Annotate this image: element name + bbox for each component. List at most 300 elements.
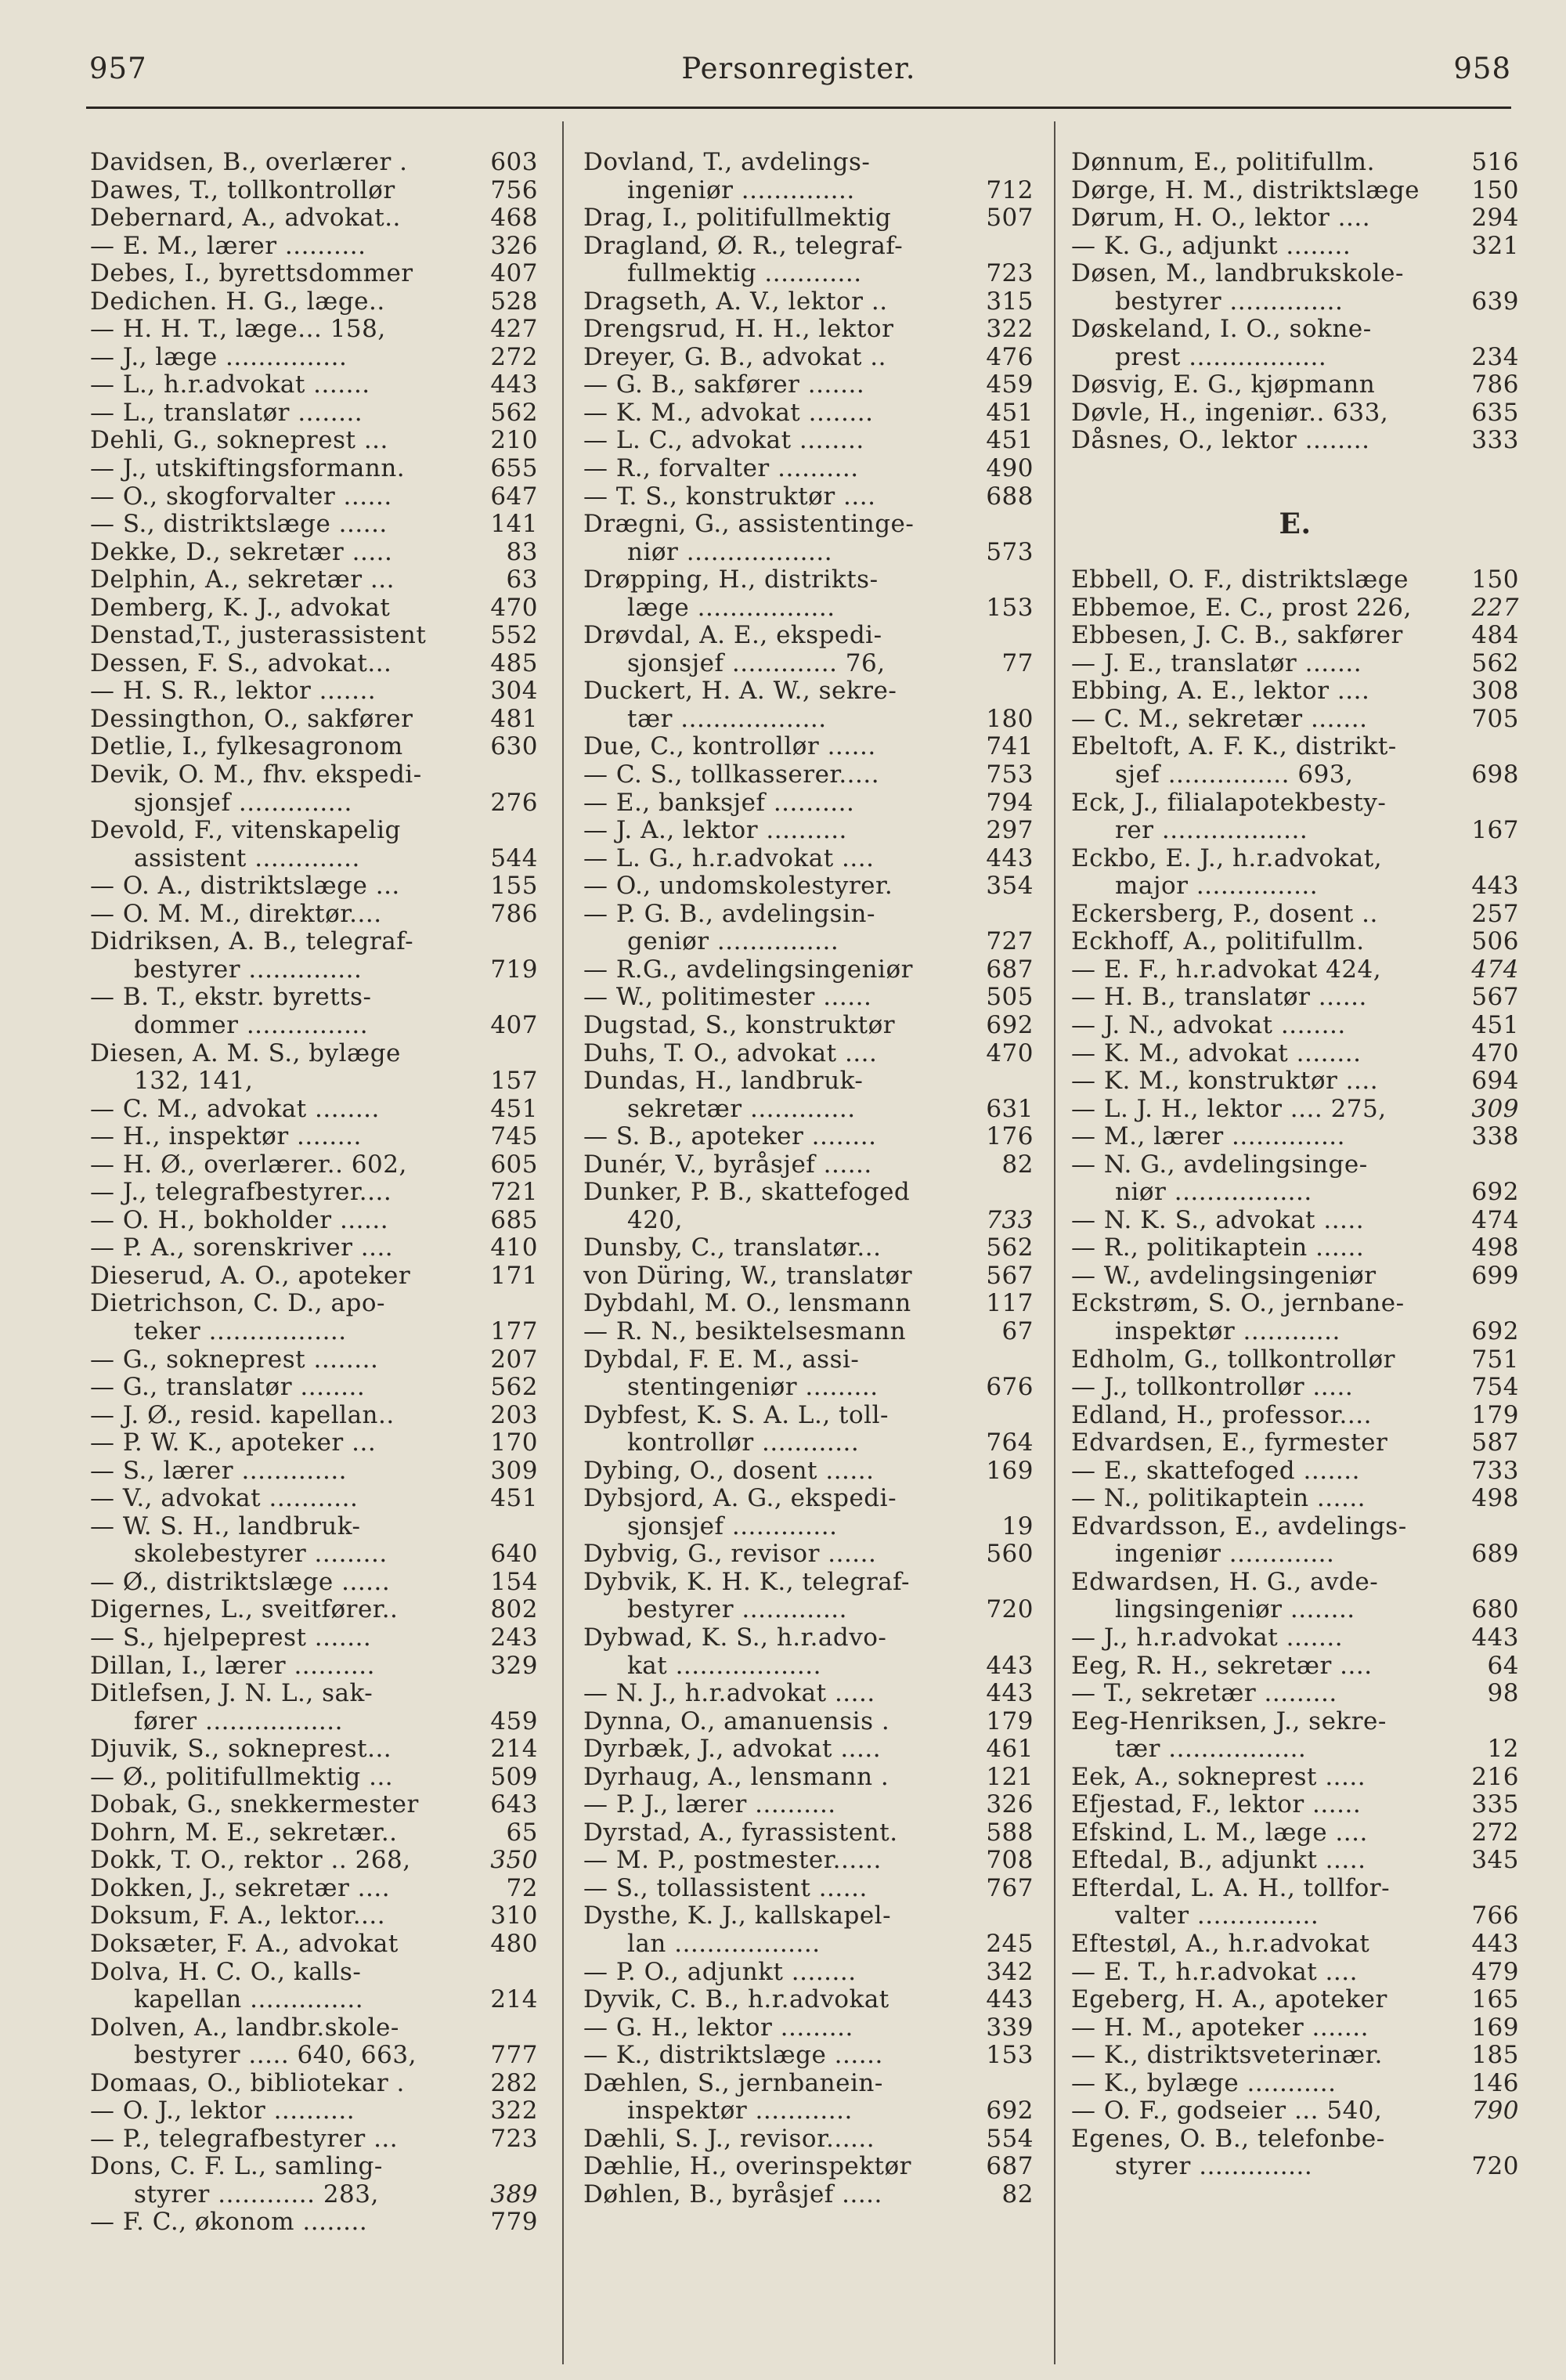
entry-page-number: 333 bbox=[1471, 426, 1519, 455]
index-entry bbox=[583, 1346, 1034, 1374]
entry-page-number: 692 bbox=[986, 1010, 1034, 1039]
index-entry bbox=[1071, 316, 1519, 344]
entry-text: sekretær ............. bbox=[627, 1095, 856, 1123]
index-entry bbox=[583, 1875, 1034, 1903]
entry-page-number: 67 bbox=[1001, 1316, 1034, 1345]
entry-text: — M. P., postmester...... bbox=[583, 1847, 882, 1875]
entry-text: niør ................. bbox=[1115, 1179, 1312, 1207]
entry-text: Dyrhaug, A., lensmann . bbox=[583, 1763, 889, 1791]
entry-text: lan .................. bbox=[627, 1930, 821, 1958]
index-entry bbox=[90, 1513, 538, 1541]
index-entry bbox=[1071, 1596, 1519, 1624]
entry-page-number: 443 bbox=[490, 370, 538, 399]
entry-page-number: 692 bbox=[1471, 1316, 1519, 1345]
entry-page-number: 802 bbox=[490, 1595, 538, 1624]
entry-page-number: 82 bbox=[1001, 1150, 1034, 1179]
index-entry bbox=[90, 1540, 538, 1569]
entry-page-number: 753 bbox=[986, 760, 1034, 789]
page-header bbox=[86, 52, 1511, 96]
entry-text: Duckert, H. A. W., sekre- bbox=[583, 677, 897, 706]
entry-text: Denstad,T., justerassistent bbox=[90, 622, 427, 650]
entry-page-number: 410 bbox=[490, 1233, 538, 1262]
index-entry bbox=[1071, 2070, 1519, 2098]
entry-text: Domaas, O., bibliotekar . bbox=[90, 2069, 405, 2097]
index-entry bbox=[90, 427, 538, 455]
index-entry bbox=[90, 1346, 538, 1374]
entry-page-number: 723 bbox=[986, 259, 1034, 288]
index-entry bbox=[90, 901, 538, 929]
entry-page-number: 165 bbox=[1471, 1985, 1519, 2014]
index-entry bbox=[1071, 1540, 1519, 1569]
entry-page-number: 72 bbox=[506, 1873, 538, 1902]
index-entry bbox=[90, 984, 538, 1012]
entry-text: Dragland, Ø. R., telegraf- bbox=[583, 232, 904, 260]
entry-page-number: 461 bbox=[986, 1735, 1034, 1764]
entry-text: Egeberg, H. A., apoteker bbox=[1071, 1986, 1387, 2014]
index-entry bbox=[1071, 371, 1519, 399]
entry-page-number: 756 bbox=[490, 175, 538, 204]
index-entry bbox=[583, 1151, 1034, 1179]
entry-page-number: 720 bbox=[1471, 2152, 1519, 2181]
index-entry bbox=[583, 511, 1034, 539]
index-entry bbox=[1071, 1457, 1519, 1486]
index-entry bbox=[1071, 984, 1519, 1012]
index-entry bbox=[90, 1569, 538, 1597]
index-entry bbox=[583, 566, 1034, 594]
index-entry bbox=[90, 845, 538, 873]
entry-text: Dovland, T., avdelings- bbox=[583, 149, 871, 176]
entry-text: 420, bbox=[627, 1206, 684, 1234]
entry-page-number: 505 bbox=[986, 983, 1034, 1012]
index-entry bbox=[1071, 677, 1519, 706]
entry-page-number: 506 bbox=[1471, 927, 1519, 956]
index-entry bbox=[583, 1735, 1034, 1764]
entry-page-number: 153 bbox=[986, 593, 1034, 622]
entry-text: Efjestad, F., lektor ...... bbox=[1071, 1791, 1362, 1819]
index-entry bbox=[583, 1902, 1034, 1930]
entry-page-number: 699 bbox=[1471, 1261, 1519, 1290]
entry-page-number: 498 bbox=[1471, 1233, 1519, 1262]
entry-page-number: 179 bbox=[986, 1706, 1034, 1735]
entry-text: Didriksen, A. B., telegraf- bbox=[90, 928, 414, 956]
entry-text: kontrollør ............ bbox=[627, 1429, 860, 1457]
entry-text: Dybfest, K. S. A. L., toll- bbox=[583, 1401, 889, 1429]
entry-text: — H. Ø., overlærer.. 602, bbox=[90, 1150, 407, 1179]
entry-text: Døhlen, B., byråsjef ..... bbox=[583, 2180, 882, 2208]
index-entry bbox=[583, 1067, 1034, 1096]
entry-page-number: 562 bbox=[490, 1373, 538, 1402]
index-entry bbox=[583, 1485, 1034, 1513]
entry-text: ingeniør .............. bbox=[627, 176, 855, 204]
entry-page-number: 345 bbox=[1471, 1846, 1519, 1875]
entry-text: Døvle, H., ingeniør.. 633, bbox=[1071, 399, 1389, 427]
index-entry bbox=[90, 1123, 538, 1151]
entry-page-number: 207 bbox=[490, 1345, 538, 1374]
entry-page-number: 245 bbox=[986, 1930, 1034, 1958]
entry-page-number: 733 bbox=[1471, 1456, 1519, 1485]
entry-text: Døsvig, E. G., kjøpmann bbox=[1071, 371, 1376, 399]
index-entry bbox=[1071, 1624, 1519, 1652]
entry-text: Debes, I., byrettsdommer bbox=[90, 260, 413, 288]
entry-page-number: 692 bbox=[986, 2096, 1034, 2125]
entry-page-number: 171 bbox=[490, 1261, 538, 1290]
entry-text: — Ø., politifullmektig ... bbox=[90, 1763, 394, 1791]
entry-page-number: 322 bbox=[986, 315, 1034, 344]
entry-text: Dokken, J., sekretær .... bbox=[90, 1874, 391, 1902]
entry-page-number: 443 bbox=[1471, 1930, 1519, 1958]
entry-text: — J. Ø., resid. kapellan.. bbox=[90, 1401, 395, 1429]
index-entry bbox=[583, 733, 1034, 761]
index-entry bbox=[1071, 845, 1519, 873]
entry-page-number: 121 bbox=[986, 1762, 1034, 1791]
entry-text: — S., lærer ............. bbox=[90, 1457, 348, 1485]
entry-page-number: 694 bbox=[1471, 1067, 1519, 1096]
entry-text: Drægni, G., assistentinge- bbox=[583, 511, 915, 539]
entry-page-number: 257 bbox=[1471, 899, 1519, 928]
entry-page-number: 234 bbox=[1471, 342, 1519, 371]
entry-text: Dynna, O., amanuensis . bbox=[583, 1707, 890, 1735]
entry-text: Dyrstad, A., fyrassistent. bbox=[583, 1818, 898, 1847]
index-entry bbox=[1071, 233, 1519, 261]
entry-page-number: 479 bbox=[1471, 1957, 1519, 1986]
entry-page-number: 294 bbox=[1471, 204, 1519, 233]
index-entry bbox=[1071, 1290, 1519, 1318]
entry-page-number: 214 bbox=[490, 1985, 538, 2014]
entry-text: — W. S. H., landbruk- bbox=[90, 1512, 361, 1540]
index-entry bbox=[1071, 1819, 1519, 1847]
index-entry bbox=[583, 2070, 1034, 2098]
entry-text: Dehli, G., sokneprest ... bbox=[90, 427, 388, 455]
index-entry bbox=[90, 789, 538, 818]
entry-text: kapellan .............. bbox=[134, 1986, 364, 2014]
entry-page-number: 698 bbox=[1471, 760, 1519, 789]
entry-page-number: 443 bbox=[1471, 872, 1519, 901]
entry-text: Efskind, L. M., læge .... bbox=[1071, 1818, 1368, 1847]
entry-text: Dokk, T. O., rektor .. 268, bbox=[90, 1847, 411, 1875]
index-entry bbox=[1071, 1959, 1519, 1987]
entry-text: inspektør ............ bbox=[627, 2097, 853, 2125]
index-entry bbox=[583, 1986, 1034, 2014]
entry-text: — S. B., apoteker ........ bbox=[583, 1123, 877, 1151]
entry-page-number: 272 bbox=[1471, 1818, 1519, 1847]
index-entry bbox=[90, 1930, 538, 1959]
entry-page-number: 490 bbox=[986, 454, 1034, 483]
index-entry bbox=[1071, 344, 1519, 372]
index-entry bbox=[583, 344, 1034, 372]
index-entry bbox=[583, 2125, 1034, 2154]
entry-page-number: 459 bbox=[490, 1706, 538, 1735]
index-entry bbox=[583, 288, 1034, 316]
entry-text: Dyvik, C. B., h.r.advokat bbox=[583, 1986, 889, 2014]
index-entry bbox=[1071, 761, 1519, 789]
entry-page-number: 282 bbox=[490, 2068, 538, 2097]
entry-page-number: 481 bbox=[490, 704, 538, 733]
entry-page-number: 562 bbox=[1471, 648, 1519, 677]
index-entry bbox=[583, 1708, 1034, 1736]
index-entry bbox=[90, 344, 538, 372]
index-entry bbox=[90, 455, 538, 483]
entry-page-number: 216 bbox=[1471, 1762, 1519, 1791]
entry-text: Dybdal, F. E. M., assi- bbox=[583, 1345, 860, 1374]
index-entry bbox=[1071, 204, 1519, 233]
entry-page-number: 443 bbox=[1471, 1623, 1519, 1652]
entry-text: — T. S., konstruktør .... bbox=[583, 482, 876, 511]
entry-text: Devold, F., vitenskapelig bbox=[90, 817, 401, 845]
index-entry bbox=[90, 149, 538, 177]
index-entry bbox=[90, 260, 538, 288]
index-entry bbox=[583, 594, 1034, 623]
entry-text: — L. C., advokat ........ bbox=[583, 427, 864, 455]
index-entry bbox=[90, 511, 538, 539]
entry-page-number: 19 bbox=[1001, 1511, 1034, 1540]
entry-text: Dæhlie, H., overinspektør bbox=[583, 2153, 911, 2181]
index-entry bbox=[90, 872, 538, 901]
entry-page-number: 451 bbox=[1471, 1010, 1519, 1039]
entry-text: Døskeland, I. O., sokne- bbox=[1071, 316, 1372, 344]
entry-text: sjef ............... 693, bbox=[1115, 761, 1354, 789]
entry-page-number: 309 bbox=[1471, 1094, 1519, 1123]
section-letter-heading bbox=[1071, 507, 1519, 541]
entry-page-number: 77 bbox=[1001, 648, 1034, 677]
entry-page-number: 688 bbox=[986, 482, 1034, 511]
entry-page-number: 687 bbox=[986, 955, 1034, 984]
entry-page-number: 474 bbox=[1471, 1205, 1519, 1234]
entry-text: rer .................. bbox=[1115, 817, 1308, 845]
entry-text: — P. A., sorenskriver .... bbox=[90, 1234, 394, 1262]
entry-page-number: 170 bbox=[490, 1428, 538, 1457]
index-entry bbox=[583, 455, 1034, 483]
entry-page-number: 562 bbox=[490, 398, 538, 427]
index-entry bbox=[1071, 1485, 1519, 1513]
entry-page-number: 560 bbox=[986, 1540, 1034, 1569]
index-entry bbox=[583, 928, 1034, 956]
entry-text: — R., forvalter .......... bbox=[583, 455, 859, 483]
index-entry bbox=[1071, 399, 1519, 428]
index-entry bbox=[1071, 2042, 1519, 2070]
entry-text: Dugstad, S., konstruktør bbox=[583, 1011, 896, 1039]
index-entry bbox=[90, 2208, 538, 2237]
index-entry bbox=[583, 1402, 1034, 1430]
index-entry bbox=[90, 706, 538, 734]
entry-page-number: 451 bbox=[986, 398, 1034, 427]
entry-text: — C. S., tollkasserer..... bbox=[583, 761, 880, 789]
index-entry bbox=[583, 177, 1034, 205]
index-entry bbox=[90, 622, 538, 650]
entry-page-number: 692 bbox=[1471, 1178, 1519, 1207]
index-entry bbox=[583, 761, 1034, 789]
entry-page-number: 150 bbox=[1471, 565, 1519, 594]
page-title: Personregister. bbox=[681, 52, 916, 85]
entry-page-number: 544 bbox=[490, 843, 538, 872]
index-entry bbox=[90, 650, 538, 678]
entry-text: prest ................. bbox=[1115, 343, 1327, 371]
index-entry bbox=[1071, 733, 1519, 761]
entry-text: fullmektig ............ bbox=[627, 260, 862, 288]
index-entry bbox=[583, 845, 1034, 873]
index-entry bbox=[583, 817, 1034, 845]
index-entry bbox=[583, 260, 1034, 288]
left-page-number: 957 bbox=[89, 52, 147, 85]
index-entry bbox=[583, 2014, 1034, 2042]
entry-text: Detlie, I., fylkesagronom bbox=[90, 733, 403, 761]
index-entry bbox=[583, 1179, 1034, 1207]
entry-text: Digernes, L., sveitfører.. bbox=[90, 1596, 399, 1624]
entry-text: Dillan, I., lærer .......... bbox=[90, 1652, 375, 1680]
entry-text: — N. G., avdelingsinge- bbox=[1071, 1150, 1368, 1179]
entry-text: Dønnum, E., politifullm. bbox=[1071, 149, 1375, 176]
entry-page-number: 82 bbox=[1001, 2180, 1034, 2208]
index-entry bbox=[90, 956, 538, 984]
index-entry bbox=[90, 2181, 538, 2209]
entry-page-number: 786 bbox=[1471, 370, 1519, 399]
header-rule bbox=[86, 107, 1511, 109]
entry-page-number: 12 bbox=[1487, 1735, 1519, 1764]
index-entry bbox=[1071, 594, 1519, 623]
entry-text: Edland, H., professor.... bbox=[1071, 1401, 1372, 1429]
entry-page-number: 98 bbox=[1487, 1679, 1519, 1708]
entry-text: Dysthe, K. J., kallskapel- bbox=[583, 1902, 892, 1930]
index-entry bbox=[90, 733, 538, 761]
entry-text: Edvardsen, E., fyrmester bbox=[1071, 1429, 1388, 1457]
section-letter: E. bbox=[1279, 507, 1312, 541]
entry-text: Doksum, F. A., lektor.... bbox=[90, 1902, 386, 1930]
entry-text: Dietrichson, C. D., apo- bbox=[90, 1290, 385, 1318]
entry-text: — W., avdelingsingeniør bbox=[1071, 1262, 1377, 1290]
index-entry bbox=[583, 233, 1034, 261]
entry-text: — R., politikaptein ...... bbox=[1071, 1234, 1365, 1262]
index-entry bbox=[583, 1569, 1034, 1597]
index-column-3 bbox=[1071, 149, 1519, 2181]
index-entry bbox=[583, 2097, 1034, 2125]
entry-text: — N., politikaptein ...... bbox=[1071, 1485, 1366, 1513]
entry-text: fører ................. bbox=[134, 1707, 343, 1735]
entry-text: — H., inspektør ........ bbox=[90, 1123, 362, 1151]
entry-page-number: 176 bbox=[986, 1122, 1034, 1151]
entry-text: Edwardsen, H. G., avde- bbox=[1071, 1568, 1379, 1596]
entry-page-number: 676 bbox=[986, 1373, 1034, 1402]
entry-text: — G., translatør ........ bbox=[90, 1374, 366, 1402]
entry-page-number: 635 bbox=[1471, 398, 1519, 427]
entry-page-number: 63 bbox=[506, 565, 538, 594]
entry-page-number: 443 bbox=[986, 1679, 1034, 1708]
entry-text: — E. T., h.r.advokat .... bbox=[1071, 1958, 1358, 1986]
entry-text: major ............... bbox=[1115, 872, 1319, 901]
entry-page-number: 484 bbox=[1471, 621, 1519, 650]
index-entry bbox=[1071, 817, 1519, 845]
index-entry bbox=[583, 399, 1034, 428]
index-entry bbox=[1071, 1764, 1519, 1792]
entry-text: Edvardsson, E., avdelings- bbox=[1071, 1512, 1407, 1540]
entry-page-number: 309 bbox=[490, 1456, 538, 1485]
index-entry bbox=[1071, 1346, 1519, 1374]
index-entry bbox=[583, 1680, 1034, 1708]
entry-page-number: 335 bbox=[1471, 1790, 1519, 1819]
index-entry bbox=[90, 1151, 538, 1179]
entry-page-number: 685 bbox=[490, 1205, 538, 1234]
entry-text: von Düring, W., translatør bbox=[583, 1262, 913, 1290]
entry-page-number: 83 bbox=[506, 537, 538, 566]
entry-page-number: 680 bbox=[1471, 1595, 1519, 1624]
entry-text: — K. G., adjunkt ........ bbox=[1071, 232, 1351, 260]
entry-text: — S., hjelpeprest ....... bbox=[90, 1623, 372, 1652]
entry-page-number: 350 bbox=[490, 1846, 538, 1875]
index-entry bbox=[90, 371, 538, 399]
entry-text: — O., undomskolestyrer. bbox=[583, 872, 893, 901]
index-entry bbox=[1071, 872, 1519, 901]
entry-page-number: 786 bbox=[490, 899, 538, 928]
index-entry bbox=[583, 1123, 1034, 1151]
entry-text: Doksæter, F. A., advokat bbox=[90, 1930, 399, 1958]
index-entry bbox=[90, 1791, 538, 1819]
index-entry bbox=[1071, 1179, 1519, 1207]
entry-page-number: 407 bbox=[490, 259, 538, 288]
entry-page-number: 339 bbox=[986, 2013, 1034, 2042]
index-entry bbox=[90, 2125, 538, 2154]
index-entry bbox=[1071, 260, 1519, 288]
entry-page-number: 767 bbox=[986, 1873, 1034, 1902]
index-entry bbox=[583, 677, 1034, 706]
index-entry bbox=[1071, 566, 1519, 594]
index-entry bbox=[90, 2097, 538, 2125]
entry-text: Dunsby, C., translatør... bbox=[583, 1234, 882, 1262]
entry-page-number: 470 bbox=[1471, 1038, 1519, 1067]
entry-text: 132, 141, bbox=[134, 1067, 254, 1096]
entry-page-number: 304 bbox=[490, 677, 538, 706]
entry-page-number: 451 bbox=[490, 1484, 538, 1513]
index-entry bbox=[90, 1986, 538, 2014]
index-entry bbox=[1071, 2097, 1519, 2125]
entry-page-number: 605 bbox=[490, 1150, 538, 1179]
entry-page-number: 153 bbox=[986, 2041, 1034, 2070]
entry-page-number: 443 bbox=[986, 1651, 1034, 1680]
entry-page-number: 643 bbox=[490, 1790, 538, 1819]
index-entry bbox=[90, 566, 538, 594]
entry-text: tær ................. bbox=[1115, 1735, 1307, 1764]
index-entry bbox=[90, 1374, 538, 1402]
index-entry bbox=[1071, 1040, 1519, 1068]
entry-text: — O. F., godseier ... 540, bbox=[1071, 2097, 1383, 2125]
index-entry bbox=[1071, 427, 1519, 455]
index-entry bbox=[583, 1624, 1034, 1652]
index-entry bbox=[1071, 177, 1519, 205]
entry-page-number: 451 bbox=[490, 1094, 538, 1123]
entry-text: — E., banksjef .......... bbox=[583, 789, 855, 817]
entry-page-number: 177 bbox=[490, 1316, 538, 1345]
entry-text: Drag, I., politifullmektig bbox=[583, 204, 892, 233]
entry-text: niør .................. bbox=[627, 538, 833, 566]
entry-page-number: 721 bbox=[490, 1178, 538, 1207]
entry-text: Dreyer, G. B., advokat .. bbox=[583, 343, 886, 371]
index-entry bbox=[90, 288, 538, 316]
index-entry bbox=[90, 1735, 538, 1764]
entry-text: — S., distriktslæge ...... bbox=[90, 511, 388, 539]
index-entry bbox=[90, 1234, 538, 1262]
index-entry bbox=[583, 316, 1034, 344]
entry-page-number: 169 bbox=[1471, 2013, 1519, 2042]
entry-text: Demberg, K. J., advokat bbox=[90, 594, 391, 622]
entry-text: — W., politimester ...... bbox=[583, 984, 872, 1012]
index-entry bbox=[1071, 1151, 1519, 1179]
entry-text: — M., lærer .............. bbox=[1071, 1123, 1346, 1151]
entry-text: — B. T., ekstr. byretts- bbox=[90, 984, 372, 1012]
index-entry bbox=[583, 1930, 1034, 1959]
index-entry bbox=[90, 928, 538, 956]
entry-page-number: 567 bbox=[1471, 983, 1519, 1012]
index-entry bbox=[90, 1402, 538, 1430]
entry-text: — K. M., advokat ........ bbox=[1071, 1039, 1362, 1067]
entry-page-number: 169 bbox=[986, 1456, 1034, 1485]
entry-text: — O., skogforvalter ...... bbox=[90, 482, 392, 511]
